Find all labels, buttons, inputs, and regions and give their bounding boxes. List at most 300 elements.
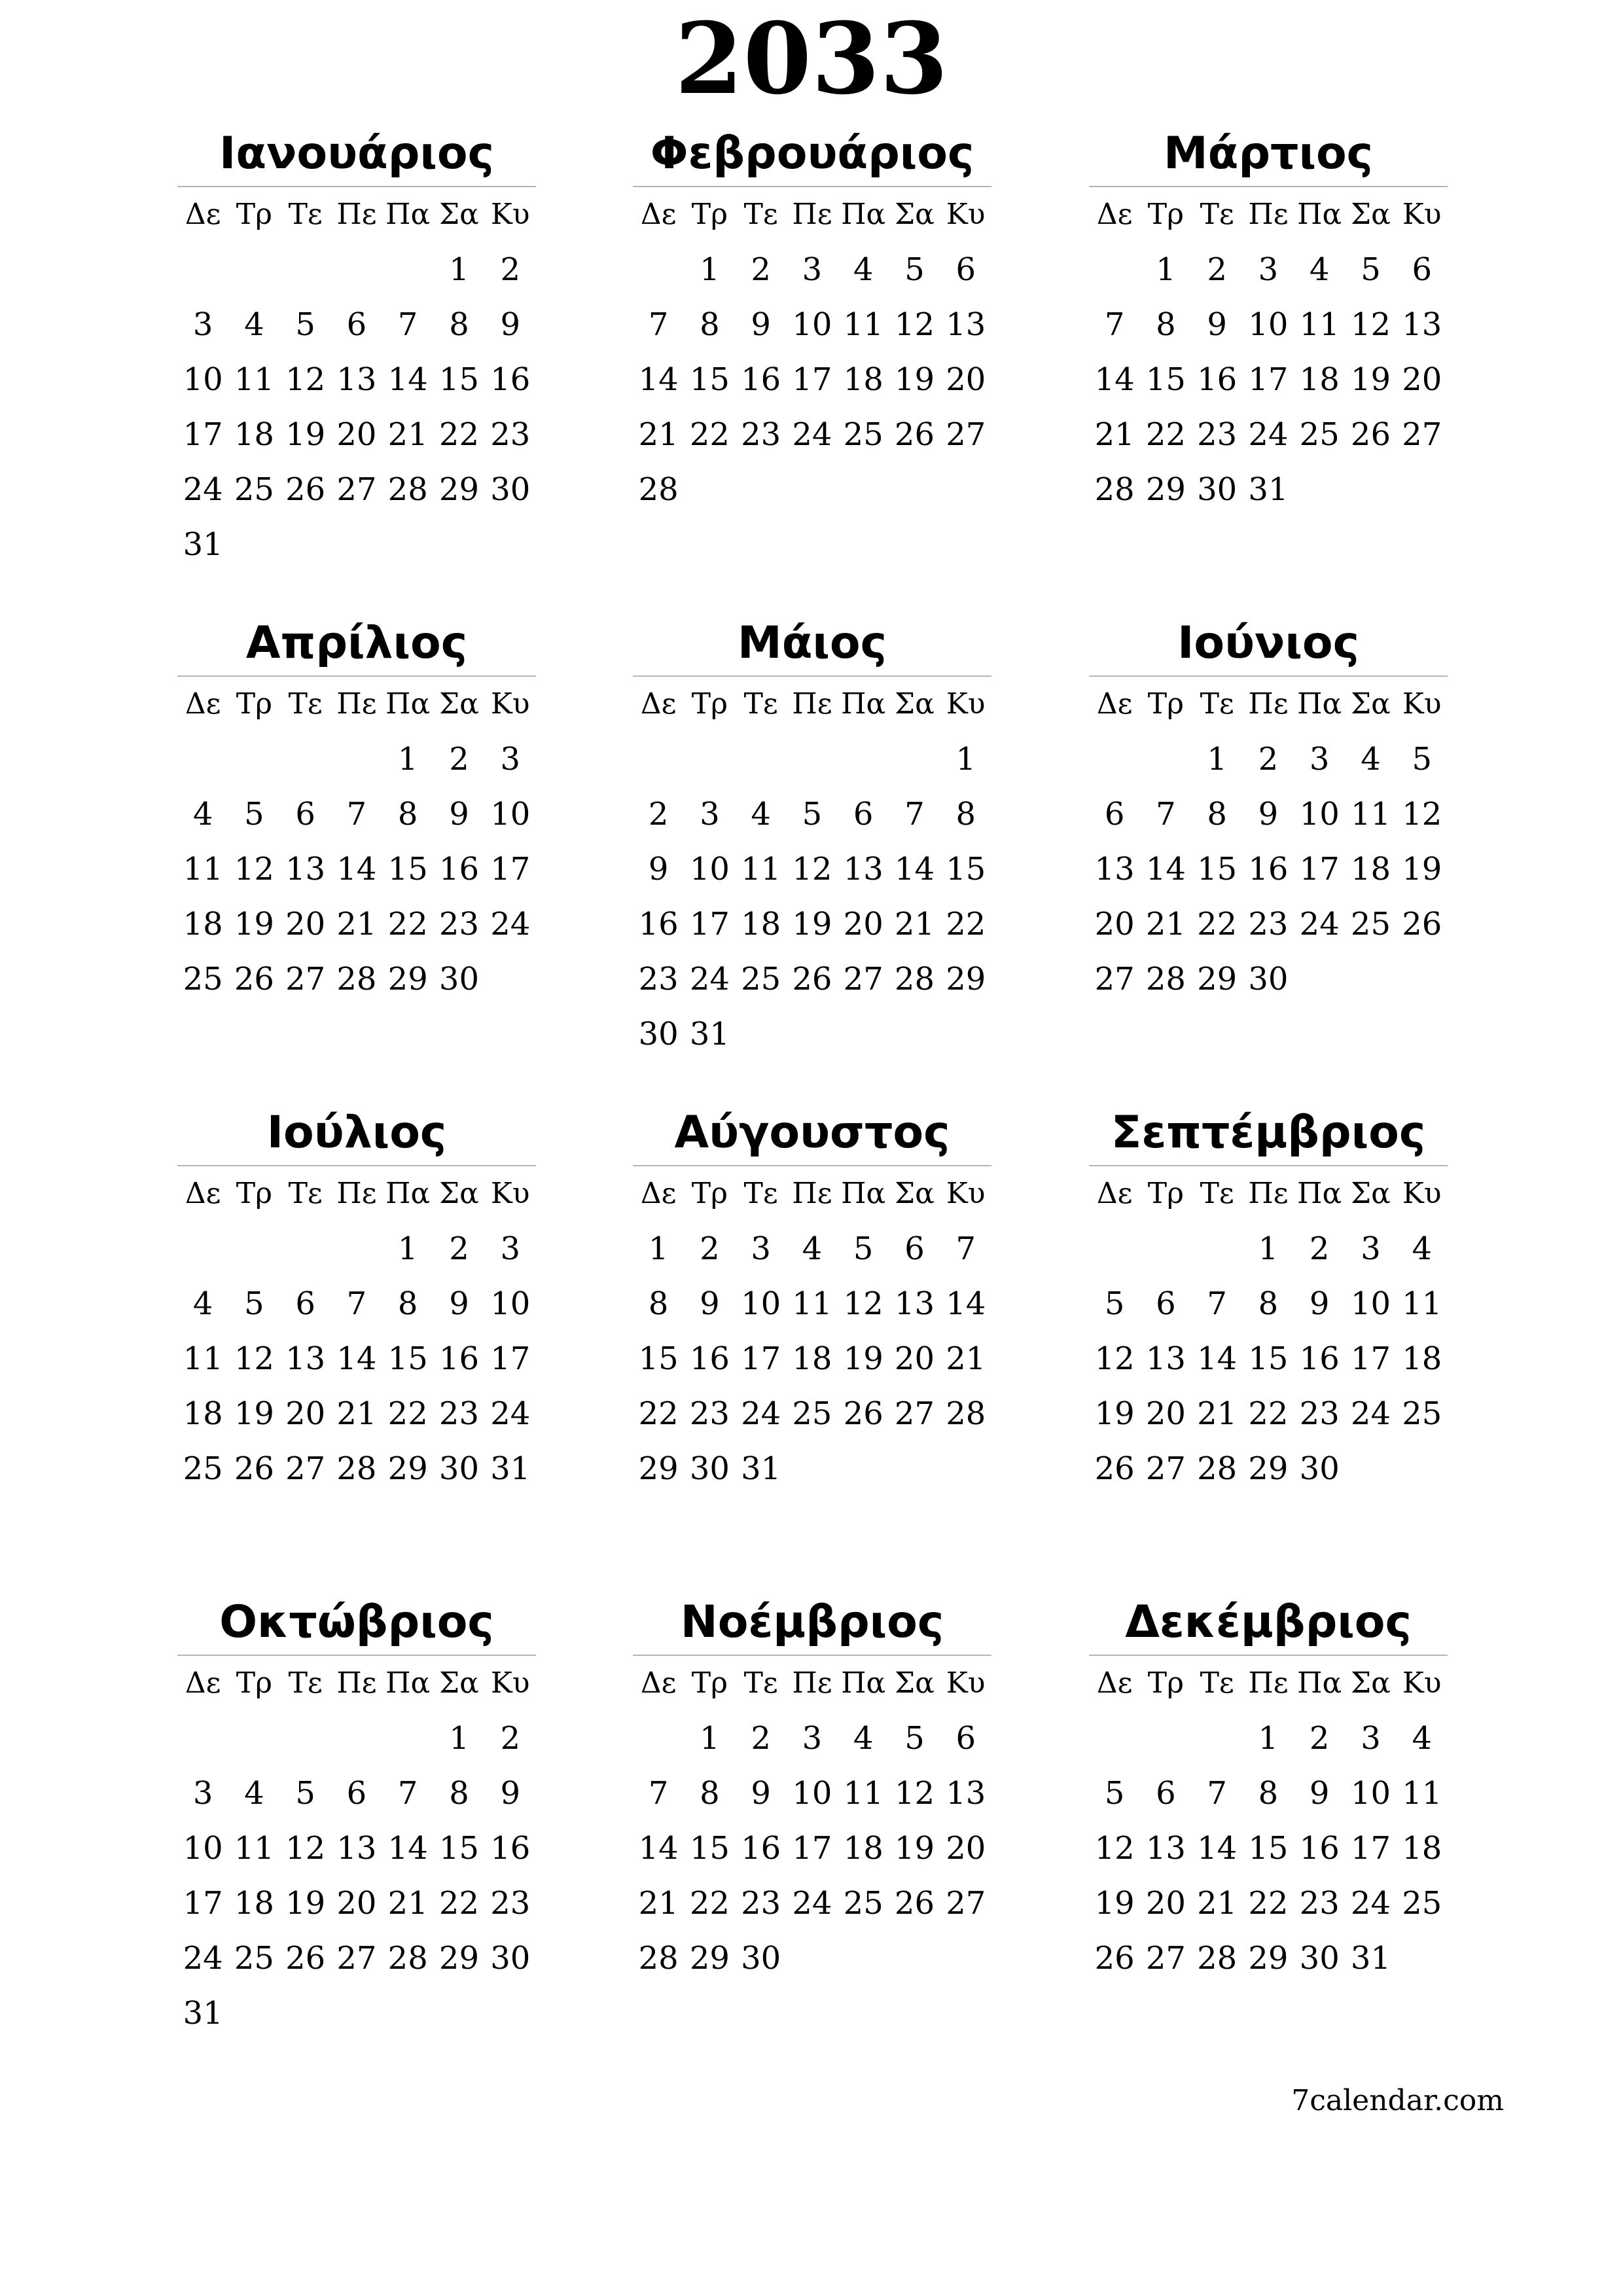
day-cell: 13 xyxy=(336,361,377,398)
day-cell: 24 xyxy=(792,1885,832,1922)
empty-day-cell xyxy=(940,462,991,517)
week-row xyxy=(177,842,536,897)
day-cell: 4 xyxy=(192,1285,213,1322)
day-cell: 10 xyxy=(1350,1775,1391,1812)
day-cell: 6 xyxy=(955,1720,976,1757)
day-cell: 30 xyxy=(741,1940,781,1977)
day-cell: 14 xyxy=(1197,1830,1238,1867)
day-cell: 15 xyxy=(638,1340,679,1377)
day-cell: 2 xyxy=(1258,741,1279,778)
empty-day-cell xyxy=(1192,1221,1243,1276)
week-row xyxy=(177,407,536,462)
week-row xyxy=(633,352,991,407)
week-row xyxy=(633,297,991,352)
day-cell: 29 xyxy=(1145,471,1186,508)
day-cell: 19 xyxy=(1402,851,1442,888)
day-cell: 10 xyxy=(741,1285,781,1322)
weekday-label: Τε xyxy=(743,687,778,721)
empty-day-cell xyxy=(1089,242,1140,297)
weekday-label: Σα xyxy=(439,687,479,721)
day-cell: 5 xyxy=(1361,251,1381,288)
weekday-label: Σα xyxy=(895,1177,935,1210)
day-cell: 19 xyxy=(1350,361,1391,398)
day-cell: 29 xyxy=(1248,1450,1289,1487)
day-cell: 22 xyxy=(438,416,479,453)
weekday-label: Τρ xyxy=(691,198,728,231)
day-cell: 11 xyxy=(183,851,223,888)
day-cell: 23 xyxy=(1299,1395,1340,1432)
day-cell: 12 xyxy=(234,1340,274,1377)
day-cell: 7 xyxy=(904,796,925,833)
week-row xyxy=(1089,1386,1448,1441)
weekday-label: Δε xyxy=(1096,1177,1133,1210)
day-cell: 28 xyxy=(1197,1450,1238,1487)
day-cell: 20 xyxy=(1402,361,1442,398)
empty-day-cell xyxy=(1140,732,1191,787)
day-cell: 14 xyxy=(387,1830,428,1867)
week-row xyxy=(1089,1821,1448,1876)
day-cell: 27 xyxy=(894,1395,935,1432)
week-row xyxy=(177,352,536,407)
weekday-label: Πα xyxy=(1297,687,1342,721)
day-cell: 8 xyxy=(1258,1285,1279,1322)
day-cell: 29 xyxy=(1248,1940,1289,1977)
day-cell: 19 xyxy=(234,906,274,942)
week-row xyxy=(1089,297,1448,352)
day-cell: 6 xyxy=(346,306,367,343)
day-cell: 6 xyxy=(295,796,315,833)
day-cell: 19 xyxy=(234,1395,274,1432)
weekday-header xyxy=(177,1166,536,1221)
day-cell: 18 xyxy=(792,1340,832,1377)
empty-day-cell xyxy=(382,1986,433,2041)
weekday-header xyxy=(633,677,991,732)
day-cell: 24 xyxy=(1350,1885,1391,1922)
day-cell: 8 xyxy=(1156,306,1176,343)
day-cell: 16 xyxy=(1248,851,1289,888)
empty-day-cell xyxy=(331,1986,382,2041)
weekday-label: Σα xyxy=(439,198,479,231)
week-row xyxy=(633,1711,991,1766)
day-cell: 12 xyxy=(234,851,274,888)
weekday-label: Σα xyxy=(1351,1177,1391,1210)
day-cell: 27 xyxy=(843,961,883,997)
week-row xyxy=(1089,242,1448,297)
weekday-label: Κυ xyxy=(1402,1177,1442,1210)
day-cell: 9 xyxy=(449,1285,469,1322)
month-block xyxy=(633,124,991,517)
day-cell: 12 xyxy=(1094,1830,1135,1867)
weekday-label: Πε xyxy=(792,1666,832,1700)
day-cell: 23 xyxy=(490,1885,531,1922)
day-cell: 25 xyxy=(183,1450,223,1487)
empty-day-cell xyxy=(889,462,940,517)
weekday-header xyxy=(633,1656,991,1711)
day-cell: 17 xyxy=(183,1885,223,1922)
day-cell: 6 xyxy=(1412,251,1432,288)
week-row xyxy=(633,787,991,842)
week-row xyxy=(1089,897,1448,952)
day-cell: 25 xyxy=(234,1940,274,1977)
weekday-label: Κυ xyxy=(1402,687,1442,721)
weekday-label: Τρ xyxy=(691,687,728,721)
day-cell: 21 xyxy=(1145,906,1186,942)
day-cell: 5 xyxy=(904,251,925,288)
day-cell: 7 xyxy=(346,796,367,833)
week-row xyxy=(633,1386,991,1441)
day-cell: 7 xyxy=(1207,1775,1227,1812)
day-cell: 27 xyxy=(285,1450,326,1487)
empty-day-cell xyxy=(889,1441,940,1496)
day-cell: 8 xyxy=(397,796,418,833)
day-cell: 7 xyxy=(346,1285,367,1322)
empty-day-cell xyxy=(382,517,433,572)
weekday-label: Κυ xyxy=(490,687,530,721)
day-cell: 21 xyxy=(894,906,935,942)
day-cell: 2 xyxy=(648,796,669,833)
day-cell: 1 xyxy=(449,251,469,288)
week-row xyxy=(177,952,536,1007)
day-cell: 24 xyxy=(689,961,730,997)
day-cell: 22 xyxy=(689,416,730,453)
week-row xyxy=(1089,1711,1448,1766)
day-cell: 23 xyxy=(638,961,679,997)
month-title: Οκτώβριος xyxy=(219,1596,494,1648)
day-cell: 22 xyxy=(1248,1885,1289,1922)
weekday-label: Τε xyxy=(743,1177,778,1210)
weekday-label: Πε xyxy=(1248,1666,1289,1700)
day-cell: 25 xyxy=(792,1395,832,1432)
empty-day-cell xyxy=(177,242,228,297)
day-cell: 8 xyxy=(449,306,469,343)
day-cell: 25 xyxy=(183,961,223,997)
day-cell: 19 xyxy=(792,906,832,942)
day-cell: 17 xyxy=(1248,361,1289,398)
weekday-label: Τρ xyxy=(236,1177,272,1210)
day-cell: 24 xyxy=(1299,906,1340,942)
day-cell: 19 xyxy=(1094,1885,1135,1922)
day-cell: 17 xyxy=(792,1830,832,1867)
day-cell: 2 xyxy=(1309,1230,1330,1267)
day-cell: 28 xyxy=(387,1940,428,1977)
weekday-label: Πα xyxy=(385,1666,431,1700)
day-cell: 27 xyxy=(1145,1940,1186,1977)
day-cell: 31 xyxy=(741,1450,781,1487)
day-cell: 2 xyxy=(1309,1720,1330,1757)
day-cell: 20 xyxy=(1094,906,1135,942)
day-cell: 30 xyxy=(689,1450,730,1487)
day-cell: 3 xyxy=(1361,1720,1381,1757)
day-cell: 8 xyxy=(648,1285,669,1322)
day-cell: 31 xyxy=(183,526,223,563)
day-cell: 22 xyxy=(1145,416,1186,453)
day-cell: 1 xyxy=(1207,741,1227,778)
week-row xyxy=(1089,1766,1448,1821)
day-cell: 20 xyxy=(946,1830,986,1867)
weekday-label: Κυ xyxy=(490,198,530,231)
weekday-label: Δε xyxy=(640,198,677,231)
weekday-label: Πα xyxy=(385,1177,431,1210)
day-cell: 13 xyxy=(285,1340,326,1377)
weekday-label: Τε xyxy=(288,1666,323,1700)
day-cell: 6 xyxy=(295,1285,315,1322)
weekday-label: Κυ xyxy=(1402,198,1442,231)
weekday-header xyxy=(177,677,536,732)
day-cell: 3 xyxy=(751,1230,771,1267)
day-cell: 26 xyxy=(1094,1450,1135,1487)
day-cell: 18 xyxy=(234,416,274,453)
day-cell: 4 xyxy=(244,306,264,343)
weekday-label: Σα xyxy=(1351,198,1391,231)
day-cell: 13 xyxy=(1402,306,1442,343)
empty-day-cell xyxy=(838,1007,889,1062)
week-row xyxy=(177,1331,536,1386)
day-cell: 15 xyxy=(387,1340,428,1377)
weekday-label: Πα xyxy=(841,198,886,231)
empty-day-cell xyxy=(838,1931,889,1986)
day-cell: 17 xyxy=(741,1340,781,1377)
week-row xyxy=(1089,952,1448,1007)
empty-day-cell xyxy=(1397,462,1448,517)
weekday-label: Σα xyxy=(439,1177,479,1210)
day-cell: 12 xyxy=(1094,1340,1135,1377)
day-cell: 3 xyxy=(500,741,520,778)
month-block xyxy=(1089,614,1448,1007)
empty-day-cell xyxy=(1345,1441,1396,1496)
weekday-label: Πε xyxy=(1248,198,1289,231)
week-row xyxy=(1089,407,1448,462)
day-cell: 5 xyxy=(1412,741,1432,778)
day-cell: 19 xyxy=(894,1830,935,1867)
day-cell: 31 xyxy=(1350,1940,1391,1977)
day-cell: 10 xyxy=(490,1285,531,1322)
day-cell: 15 xyxy=(1145,361,1186,398)
weekday-label: Δε xyxy=(1096,1666,1133,1700)
day-cell: 29 xyxy=(438,471,479,508)
day-cell: 23 xyxy=(741,1885,781,1922)
day-cell: 30 xyxy=(490,1940,531,1977)
empty-day-cell xyxy=(787,1007,838,1062)
day-cell: 16 xyxy=(1299,1340,1340,1377)
week-row xyxy=(1089,1876,1448,1931)
day-cell: 11 xyxy=(234,361,274,398)
day-cell: 23 xyxy=(689,1395,730,1432)
weekday-label: Σα xyxy=(439,1666,479,1700)
week-row xyxy=(633,407,991,462)
day-cell: 9 xyxy=(1258,796,1279,833)
weekday-label: Κυ xyxy=(1402,1666,1442,1700)
day-cell: 12 xyxy=(1350,306,1391,343)
weekday-header xyxy=(1089,1656,1448,1711)
day-cell: 1 xyxy=(1258,1230,1279,1267)
empty-day-cell xyxy=(228,1986,279,2041)
weekday-label: Τε xyxy=(1200,198,1234,231)
day-cell: 18 xyxy=(234,1885,274,1922)
day-cell: 26 xyxy=(285,1940,326,1977)
empty-day-cell xyxy=(1089,1221,1140,1276)
empty-day-cell xyxy=(1345,462,1396,517)
day-cell: 17 xyxy=(183,416,223,453)
empty-day-cell xyxy=(889,1931,940,1986)
day-cell: 19 xyxy=(285,1885,326,1922)
month-block xyxy=(177,124,536,572)
day-cell: 10 xyxy=(689,851,730,888)
day-cell: 28 xyxy=(336,961,377,997)
day-cell: 12 xyxy=(894,1775,935,1812)
day-cell: 6 xyxy=(1156,1775,1176,1812)
day-cell: 3 xyxy=(802,251,823,288)
week-row xyxy=(177,1876,536,1931)
day-cell: 26 xyxy=(894,1885,935,1922)
day-cell: 8 xyxy=(700,1775,720,1812)
day-cell: 14 xyxy=(1094,361,1135,398)
weekday-header xyxy=(177,187,536,242)
month-title: Σεπτέμβριος xyxy=(1111,1107,1426,1158)
day-cell: 13 xyxy=(1094,851,1135,888)
week-row xyxy=(1089,842,1448,897)
day-cell: 23 xyxy=(1248,906,1289,942)
weekday-label: Πα xyxy=(841,1177,886,1210)
day-cell: 15 xyxy=(1248,1340,1289,1377)
day-cell: 22 xyxy=(1248,1395,1289,1432)
day-cell: 28 xyxy=(387,471,428,508)
empty-day-cell xyxy=(1345,952,1396,1007)
day-cell: 20 xyxy=(946,361,986,398)
weekday-label: Πα xyxy=(385,687,431,721)
weekday-label: Πε xyxy=(792,1177,832,1210)
day-cell: 14 xyxy=(638,1830,679,1867)
day-cell: 11 xyxy=(1402,1775,1442,1812)
day-cell: 21 xyxy=(387,416,428,453)
day-cell: 8 xyxy=(449,1775,469,1812)
day-cell: 15 xyxy=(1248,1830,1289,1867)
day-cell: 25 xyxy=(1299,416,1340,453)
week-row xyxy=(633,897,991,952)
day-cell: 6 xyxy=(1156,1285,1176,1322)
day-cell: 1 xyxy=(955,741,976,778)
empty-day-cell xyxy=(889,732,940,787)
day-cell: 14 xyxy=(638,361,679,398)
day-cell: 29 xyxy=(638,1450,679,1487)
month-title: Φεβρουάριος xyxy=(650,128,974,179)
day-cell: 31 xyxy=(490,1450,531,1487)
weekday-label: Δε xyxy=(185,687,221,721)
day-cell: 29 xyxy=(1197,961,1238,997)
week-row xyxy=(177,1386,536,1441)
day-cell: 25 xyxy=(741,961,781,997)
week-row xyxy=(633,1331,991,1386)
month-title: Ιανουάριος xyxy=(219,128,494,179)
day-cell: 8 xyxy=(1258,1775,1279,1812)
day-cell: 20 xyxy=(285,1395,326,1432)
day-cell: 12 xyxy=(894,306,935,343)
day-cell: 4 xyxy=(802,1230,823,1267)
day-cell: 18 xyxy=(1299,361,1340,398)
day-cell: 1 xyxy=(1156,251,1176,288)
day-cell: 7 xyxy=(955,1230,976,1267)
day-cell: 12 xyxy=(285,361,326,398)
day-cell: 20 xyxy=(1145,1885,1186,1922)
empty-day-cell xyxy=(736,732,787,787)
empty-day-cell xyxy=(331,242,382,297)
week-row xyxy=(1089,352,1448,407)
day-cell: 3 xyxy=(192,306,213,343)
weekday-label: Πε xyxy=(792,687,832,721)
day-cell: 6 xyxy=(1104,796,1125,833)
week-row xyxy=(633,1221,991,1276)
weekday-label: Πα xyxy=(1297,1177,1342,1210)
day-cell: 15 xyxy=(438,361,479,398)
empty-day-cell xyxy=(382,1711,433,1766)
day-cell: 15 xyxy=(1197,851,1238,888)
empty-day-cell xyxy=(940,1441,991,1496)
day-cell: 21 xyxy=(1197,1885,1238,1922)
day-cell: 9 xyxy=(700,1285,720,1322)
weekday-label: Δε xyxy=(185,1177,221,1210)
weekday-label: Κυ xyxy=(946,687,986,721)
day-cell: 23 xyxy=(1197,416,1238,453)
day-cell: 7 xyxy=(1207,1285,1227,1322)
weekday-label: Πε xyxy=(336,687,377,721)
weekday-label: Σα xyxy=(1351,1666,1391,1700)
day-cell: 26 xyxy=(792,961,832,997)
month-block xyxy=(633,1593,991,1986)
month-block xyxy=(1089,1593,1448,1986)
weekday-label: Πε xyxy=(792,198,832,231)
day-cell: 31 xyxy=(183,1995,223,2032)
day-cell: 30 xyxy=(490,471,531,508)
empty-day-cell xyxy=(485,1986,536,2041)
day-cell: 16 xyxy=(1197,361,1238,398)
day-cell: 28 xyxy=(946,1395,986,1432)
day-cell: 23 xyxy=(438,1395,479,1432)
day-cell: 4 xyxy=(1361,741,1381,778)
day-cell: 10 xyxy=(183,361,223,398)
week-row xyxy=(633,1821,991,1876)
weekday-label: Δε xyxy=(1096,687,1133,721)
day-cell: 29 xyxy=(387,1450,428,1487)
day-cell: 9 xyxy=(1309,1775,1330,1812)
day-cell: 26 xyxy=(234,961,274,997)
day-cell: 30 xyxy=(438,961,479,997)
weekday-label: Κυ xyxy=(946,198,986,231)
empty-day-cell xyxy=(1089,732,1140,787)
day-cell: 2 xyxy=(751,1720,771,1757)
day-cell: 15 xyxy=(689,361,730,398)
day-cell: 29 xyxy=(946,961,986,997)
day-cell: 3 xyxy=(1361,1230,1381,1267)
day-cell: 18 xyxy=(183,906,223,942)
day-cell: 16 xyxy=(741,361,781,398)
empty-day-cell xyxy=(1192,1711,1243,1766)
day-cell: 25 xyxy=(843,1885,883,1922)
day-cell: 3 xyxy=(1309,741,1330,778)
day-cell: 24 xyxy=(490,1395,531,1432)
day-cell: 28 xyxy=(1094,471,1135,508)
day-cell: 30 xyxy=(438,1450,479,1487)
day-cell: 14 xyxy=(387,361,428,398)
weekday-label: Τε xyxy=(1200,687,1234,721)
day-cell: 27 xyxy=(946,1885,986,1922)
week-row xyxy=(1089,1441,1448,1496)
weekday-header xyxy=(1089,1166,1448,1221)
weekday-label: Δε xyxy=(185,1666,221,1700)
day-cell: 20 xyxy=(285,906,326,942)
week-row xyxy=(177,1986,536,2041)
month-title: Μάιος xyxy=(738,617,887,669)
weekday-header xyxy=(1089,677,1448,732)
week-row xyxy=(633,1931,991,1986)
